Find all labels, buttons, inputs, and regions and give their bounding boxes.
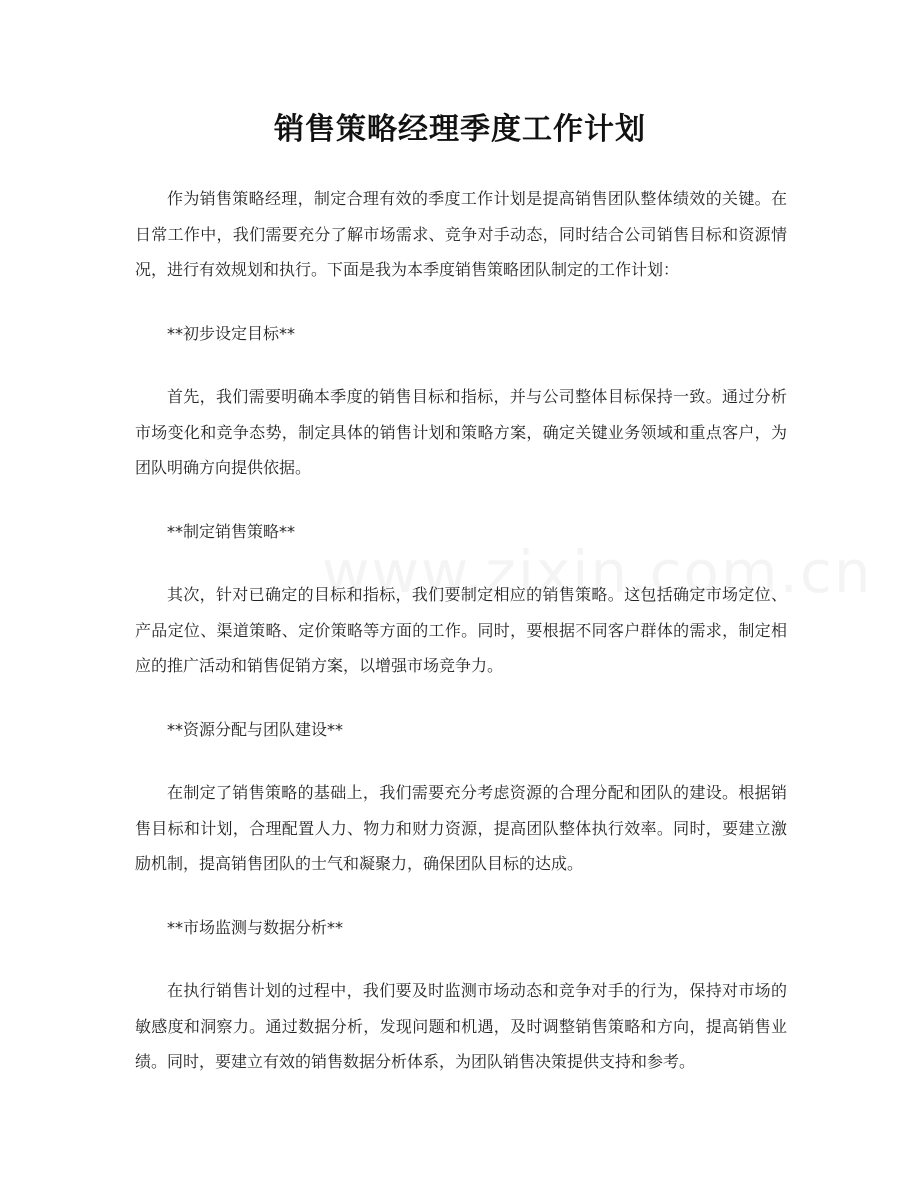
intro-paragraph: 作为销售策略经理，制定合理有效的季度工作计划是提高销售团队整体绩效的关键。在日常工作中，我们需要充分了解市场需求、竞争对手动态，同时结合公司销售目标和资源情况，进行有效规划和执行。下面是我为本季度销售策略团队制定的工作计划： [135,189,787,279]
section-heading: **市场监测与数据分析** [167,917,344,937]
section-heading: **制定销售策略** [167,521,296,541]
document-title: 销售策略经理季度工作计划 [274,112,646,147]
section-paragraph: 首先，我们需要明确本季度的销售目标和指标，并与公司整体目标保持一致。通过分析市场变化和竞争态势，制定具体的销售计划和策略方案，确定关键业务领域和重点客户，为团队明确方向提供依据。 [135,387,787,477]
section-paragraph: 在执行销售计划的过程中，我们要及时监测市场动态和竞争对手的行为，保持对市场的敏感度和洞察力。通过数据分析，发现问题和机遇，及时调整销售策略和方向，提高销售业绩。同时，要建立有效的销售数据分析体系，为团队销售决策提供支持和参考。 [135,981,787,1071]
section-heading: **初步设定目标** [167,323,296,343]
section-heading: **资源分配与团队建设** [167,719,344,739]
section-paragraph: 其次，针对已确定的目标和指标，我们要制定相应的销售策略。这包括确定市场定位、产品定位、渠道策略、定价策略等方面的工作。同时，要根据不同客户群体的需求，制定相应的推广活动和销售促销方案，以增强市场竞争力。 [135,585,787,675]
document-body [135,181,787,1108]
section-paragraph: 在制定了销售策略的基础上，我们需要充分考虑资源的合理分配和团队的建设。根据销售目标和计划，合理配置人力、物力和财力资源，提高团队整体执行效率。同时，要建立激励机制，提高销售团队的士气和凝聚力，确保团队目标的达成。 [135,783,787,873]
